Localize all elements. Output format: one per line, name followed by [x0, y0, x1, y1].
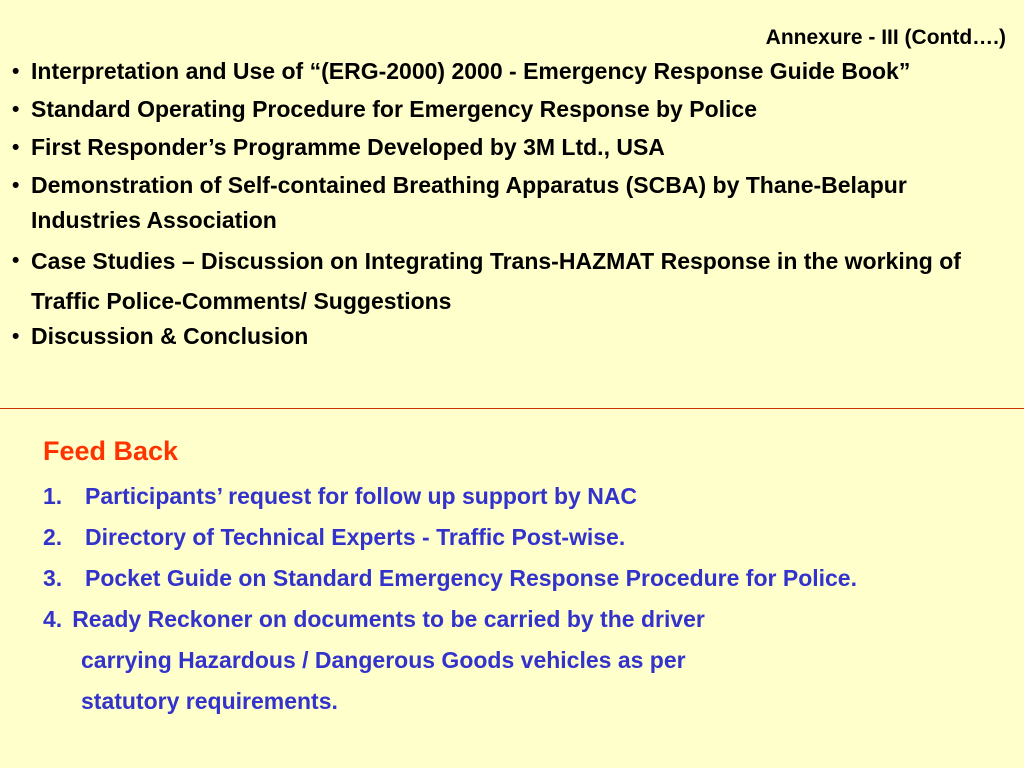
section-divider: [0, 408, 1024, 409]
feedback-item-text: Ready Reckoner on documents to be carried by the driver: [72, 606, 705, 632]
bullet-icon: •: [12, 60, 20, 83]
agenda-item-text: Demonstration of Self-contained Breathing Apparatus (SCBA) by Thane-Belapur Industries Association: [31, 172, 907, 233]
feedback-item: [43, 599, 1003, 722]
bullet-icon: •: [12, 249, 20, 272]
feedback-item-text-continued: carrying Hazardous / Dangerous Goods vehicles as per: [81, 647, 686, 673]
feedback-item-number: 3.: [43, 565, 63, 591]
agenda-item: [12, 319, 1012, 354]
feedback-item-text-continued: statutory requirements.: [81, 688, 338, 714]
bullet-icon: •: [12, 174, 20, 197]
bullet-icon: •: [12, 98, 20, 121]
feedback-list: [43, 476, 1003, 722]
agenda-item-text: Standard Operating Procedure for Emergency Response by Police: [31, 96, 757, 122]
agenda-item: [12, 241, 1012, 321]
agenda-list: [12, 54, 1012, 357]
agenda-item-text: Case Studies – Discussion on Integrating Trans-HAZMAT Response in the working of Traffic Police-Comments/ Suggestions: [31, 248, 961, 314]
bullet-icon: •: [12, 325, 20, 348]
feedback-item-number: 4.: [43, 606, 63, 632]
feedback-title: Feed Back: [43, 436, 179, 466]
agenda-item-text: Discussion & Conclusion: [31, 323, 309, 349]
agenda-item: [12, 92, 1012, 127]
agenda-item: [12, 54, 1012, 89]
agenda-item: [12, 130, 1012, 165]
bullet-icon: •: [12, 136, 20, 159]
feedback-item: [43, 517, 1003, 558]
feedback-item-text: Pocket Guide on Standard Emergency Response Procedure for Police.: [85, 565, 857, 591]
feedback-item-text: Directory of Technical Experts - Traffic Post-wise.: [85, 524, 626, 550]
agenda-item-text: First Responder’s Programme Developed by 3M Ltd., USA: [31, 134, 665, 160]
feedback-item-text: Participants’ request for follow up support by NAC: [85, 483, 638, 509]
feedback-item: [43, 558, 1003, 599]
agenda-item: [12, 168, 1012, 238]
feedback-item-number: 1.: [43, 483, 63, 509]
annexure-label: Annexure - III (Contd….): [765, 26, 1006, 49]
agenda-item-text: Interpretation and Use of “(ERG-2000) 2000 - Emergency Response Guide Book”: [31, 58, 911, 84]
feedback-item: [43, 476, 1003, 517]
feedback-item-number: 2.: [43, 524, 63, 550]
